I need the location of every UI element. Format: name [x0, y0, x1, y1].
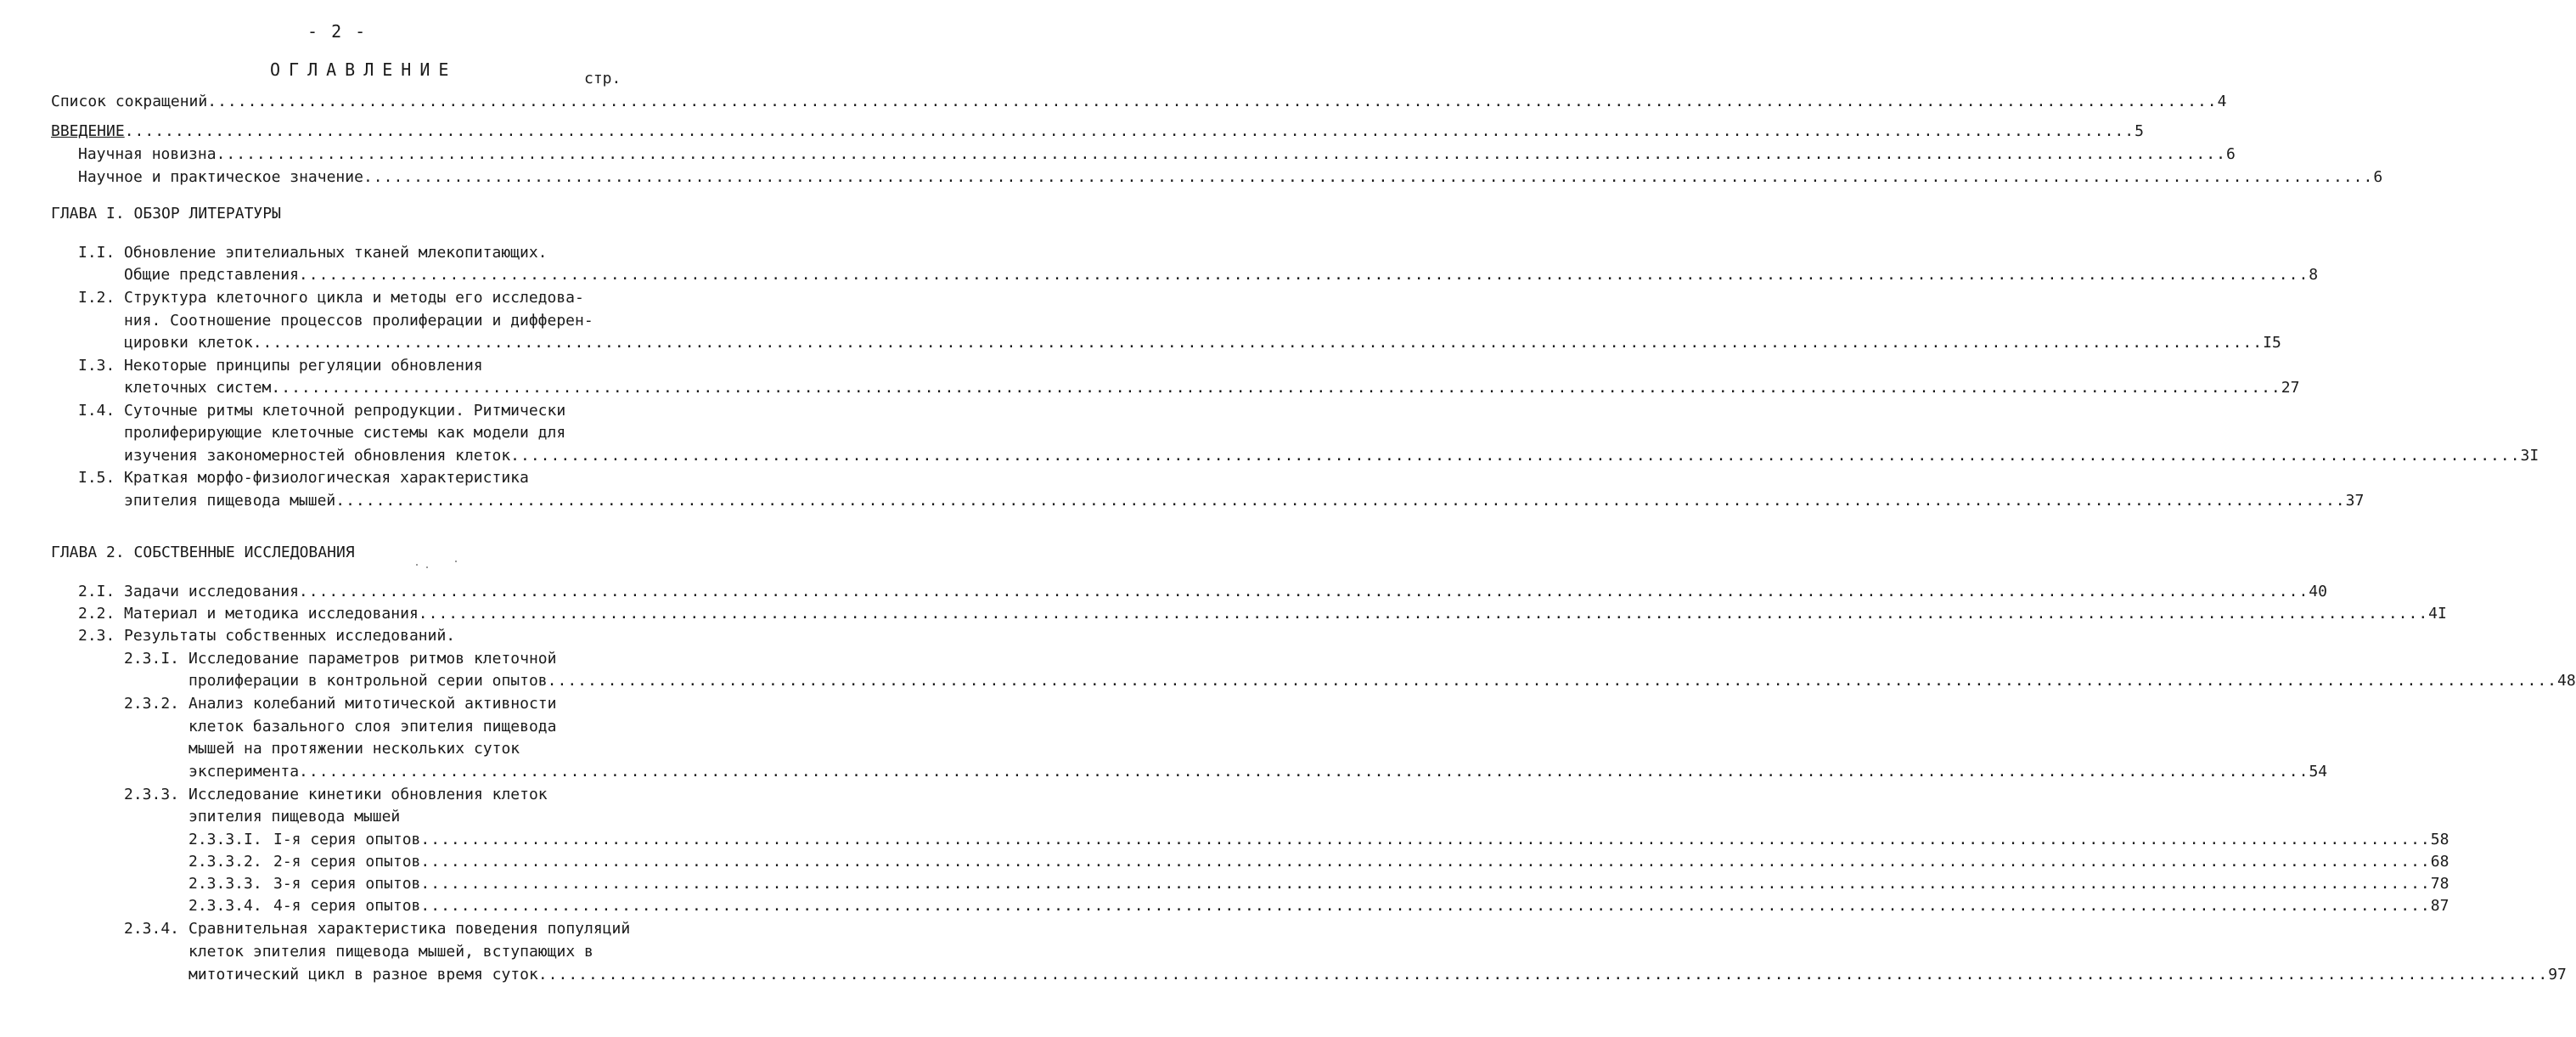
section-number: I.5. — [78, 469, 115, 487]
toc-entry-1-2: цировки клеток ........................................................................................................................................................................................................ I5 — [124, 334, 2281, 352]
section-title-line: Суточные ритмы клеточной репродукции. Ритмически — [124, 402, 566, 420]
toc-entry-2-3-3-4: 4-я серия опытов ........................................................................................................................................................................................................ 87 — [273, 897, 2449, 915]
toc-entry-2-1: Задачи исследования ........................................................................................................................................................................................................ 40 — [124, 583, 2327, 600]
section-title-line: Обновление эпителиальных тканей млекопитающих. — [124, 244, 548, 262]
scan-speck — [455, 561, 457, 562]
section-number: 2.3.4. — [124, 920, 180, 938]
toc-entry-1-5: эпителия пищевода мышей ........................................................................................................................................................................................................ 37 — [124, 492, 2365, 510]
page-column-label: стр. — [584, 70, 622, 87]
scan-speck — [416, 564, 418, 566]
section-title-line: Исследование кинетики обновления клеток — [188, 786, 548, 803]
section-title-line: пролиферирующие клеточные системы как модели для — [124, 424, 566, 442]
section-number: 2.3.3.2. — [188, 853, 262, 871]
section-title-line: Краткая морфо-физиологическая характеристика — [124, 469, 529, 487]
section-title-line: Структура клеточного цикла и методы его исследова- — [124, 289, 584, 307]
section-title-line: Анализ колебаний митотической активности — [188, 695, 557, 713]
toc-entry-novelty: Научная новизна ........................................................................................................................................................................................................ 6 — [78, 145, 2236, 163]
section-title-line: клеток эпителия пищевода мышей, вступающих в — [188, 943, 593, 961]
toc-entry-introduction: ВВЕДЕНИЕ ........................................................................................................................................................................................................ 5 — [51, 122, 2144, 140]
toc-entry-1-1: Общие представления ........................................................................................................................................................................................................ 8 — [124, 266, 2319, 284]
section-number: 2.3.3. — [124, 786, 180, 803]
toc-entry-2-3-4: митотический цикл в разное время суток ........................................................................................................................................................................................................ 97 — [188, 966, 2567, 983]
section-number: 2.2. — [78, 605, 115, 623]
section-number: 2.3.I. — [124, 650, 180, 668]
toc-entry-2-3-3-2: 2-я серия опытов ........................................................................................................................................................................................................ 68 — [273, 853, 2449, 871]
section-number: I.I. — [78, 244, 115, 262]
section-number: I.2. — [78, 289, 115, 307]
section-title-line: ния. Соотношение процессов пролиферации и дифферен- — [124, 312, 593, 330]
toc-entry-2-3-1: пролиферации в контрольной серии опытов ........................................................................................................................................................................................................ 48 — [188, 672, 2576, 690]
section-number: 2.3.3.3. — [188, 875, 262, 893]
section-number: 2.3.2. — [124, 695, 180, 713]
page-number: - 2 - — [307, 21, 368, 42]
toc-entry-2-2: Материал и методика исследования ........................................................................................................................................................................................................ 4I — [124, 605, 2447, 623]
toc-entry-abbreviations: Список сокращений ........................................................................................................................................................................................................ 4 — [51, 93, 2227, 110]
toc-entry-2-3-2: эксперимента ........................................................................................................................................................................................................ 54 — [188, 763, 2328, 781]
chapter-2-heading: ГЛАВА 2. СОБСТВЕННЫЕ ИССЛЕДОВАНИЯ — [51, 544, 355, 561]
section-title-line: мышей на протяжении нескольких суток — [188, 740, 520, 758]
section-number: I.3. — [78, 357, 115, 375]
section-number: 2.3.3.4. — [188, 897, 262, 915]
section-number: 2.3. — [78, 627, 115, 645]
section-number: 2.3.3.I. — [188, 831, 262, 848]
toc-entry-2-3-3-3: 3-я серия опытов ........................................................................................................................................................................................................ 78 — [273, 875, 2449, 893]
section-title-line: Исследование параметров ритмов клеточной — [188, 650, 557, 668]
chapter-1-heading: ГЛАВА I. ОБЗОР ЛИТЕРАТУРЫ — [51, 205, 281, 223]
toc-entry-1-4: изучения закономерностей обновления клеток ........................................................................................................................................................................................................ 3I — [124, 447, 2539, 465]
toc-entry-1-3: клеточных систем ........................................................................................................................................................................................................ 27 — [124, 379, 2300, 397]
section-title-line: Некоторые принципы регуляции обновления — [124, 357, 483, 375]
section-number: 2.I. — [78, 583, 115, 600]
toc-title: ОГЛАВЛЕНИЕ — [270, 59, 458, 80]
toc-entry-2-3-3-1: I-я серия опытов ........................................................................................................................................................................................................ 58 — [273, 831, 2449, 848]
scan-speck — [426, 566, 428, 568]
section-title-line: эпителия пищевода мышей — [188, 808, 401, 826]
toc-entry-significance: Научное и практическое значение ........................................................................................................................................................................................................ 6 — [78, 168, 2383, 186]
section-title-line: Сравнительная характеристика поведения популяций — [188, 920, 631, 938]
section-number: I.4. — [78, 402, 115, 420]
section-title-line: Результаты собственных исследований. — [124, 627, 456, 645]
section-title-line: клеток базального слоя эпителия пищевода — [188, 718, 557, 735]
